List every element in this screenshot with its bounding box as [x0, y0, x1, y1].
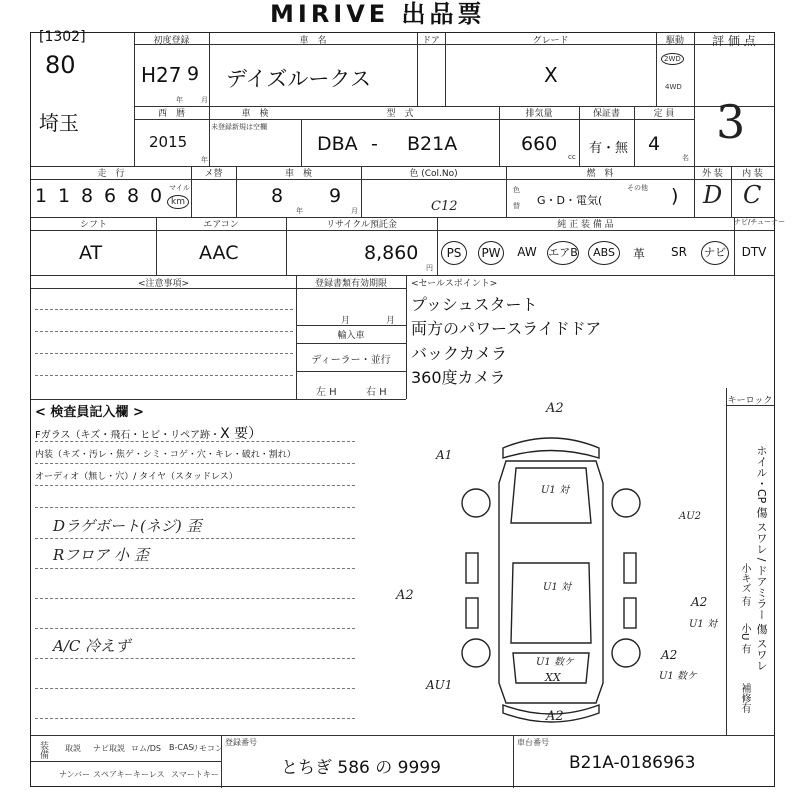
mark-left-bottom: AU1 [426, 678, 453, 692]
label-first-reg: 初度登録 [153, 36, 190, 46]
equipment-ps: PS [441, 241, 467, 265]
model-year-unit: 年 [201, 156, 208, 164]
door-right-front [624, 553, 636, 583]
mark-right-rear: A2 [691, 595, 708, 609]
mileage-digit: 1 [35, 185, 48, 207]
equipment-pw: PW [478, 241, 504, 265]
label-drive: 駆動 [665, 36, 684, 46]
label-color: 色 (Col.No) [409, 169, 458, 179]
displacement: 660 [521, 133, 558, 155]
label-inspection-expiry: 車 検 [284, 169, 312, 179]
footer-option: スマートキー [171, 770, 219, 779]
footer-option: ロム/DS [131, 744, 161, 753]
label-meter-swap: メ替 [204, 169, 223, 179]
car-name: デイズルークス [226, 67, 372, 91]
recycle-value: 8,860 [364, 242, 419, 264]
sales-point: 両方のパワースライドドア [411, 319, 602, 338]
label-navi: ナビ/チューナー [734, 218, 786, 226]
side-panel-wheel: ホイル・CP 傷 スワレ / ドアミラー 傷 スワレ [755, 445, 768, 671]
label-displacement: 排気量 [525, 109, 553, 119]
drive-2wd: 2WD [661, 53, 684, 65]
reg-expiry-month2: 月 [386, 316, 396, 326]
footer-option: スペアキー [93, 770, 133, 779]
ext-grade: D [703, 181, 723, 209]
label-recycle: リサイクル預託金 [326, 220, 397, 230]
equipment-leather: 革 [632, 247, 645, 261]
label-equipment: 純 正 装 備 品 [557, 220, 614, 230]
mark-right-bottom: A2 [661, 648, 678, 662]
first-reg-era: H27 [141, 63, 182, 87]
mark-front-upper: U1 対 [541, 485, 569, 496]
capacity-unit: 名 [682, 154, 689, 162]
capacity: 4 [648, 133, 661, 155]
label-reg-expiry: 登録書類有効期限 [314, 279, 387, 289]
lot-number: [1302] [39, 29, 86, 45]
mileage-digit: 0 [150, 185, 163, 207]
footer-option: ナビ取説 [93, 744, 125, 753]
footer-option: リモコン [191, 744, 223, 753]
label-car-name: 車 名 [299, 36, 327, 46]
door-left-rear [466, 598, 478, 628]
sales-point: バックカメラ [411, 344, 508, 363]
inspector-note: Rフロア 小 歪 [53, 546, 149, 564]
vehicle-diagram [431, 413, 671, 733]
label-import-year: 輸入車 [337, 331, 365, 341]
drive-4wd: 4WD [665, 83, 682, 91]
model-prefix: DBA [317, 133, 358, 155]
grade: X [544, 63, 558, 87]
mileage-digit: 1 [58, 185, 71, 207]
mileage-digit: 6 [104, 185, 117, 207]
reg-expiry-month: 月 [341, 316, 351, 326]
inspector-interior: 内装（キズ・汚レ・焦ゲ・シミ・コゲ・穴・キレ・破れ・割れ） [35, 450, 296, 460]
inspection-month: 9 [329, 185, 342, 207]
label-door: ドア [422, 36, 440, 46]
label-vehicle-inspection: 車 検 [241, 109, 269, 119]
label-shift: シフト [79, 220, 107, 230]
sales-point: プッシュスタート [411, 295, 538, 314]
shift-value: AT [79, 242, 103, 264]
auction-sheet [30, 29, 786, 787]
wheel-rear-right [612, 639, 640, 667]
footer-option: ナンバー [59, 770, 91, 779]
inspection-month-unit: 月 [351, 207, 358, 215]
roof [511, 563, 591, 643]
label-fuel: 燃 料 [586, 169, 614, 179]
fuel-sub: その他 [627, 184, 648, 192]
label-chassis: 車台番号 [517, 738, 549, 747]
footer-option: B-CAS [169, 743, 194, 752]
mark-bottom: A2 [546, 709, 564, 724]
inspector-note: A/C 冷えず [53, 637, 131, 655]
label-grade: グレード [532, 36, 569, 46]
form-title: MIRIVE 出品票 [270, 0, 486, 28]
lot-region: 埼玉 [39, 111, 79, 135]
mark-left-mid: A2 [396, 588, 414, 603]
mark-xx: XX [545, 671, 561, 684]
label-body-color: 色 [513, 186, 520, 194]
equipment-sr: SR [671, 245, 687, 259]
mileage-unit-km: km [167, 195, 189, 209]
inspection-year-unit: 年 [296, 207, 303, 215]
mark-rear-center: U1 数ケ [536, 657, 574, 668]
equipment-aw: AW [517, 245, 537, 259]
fuel-value: G・D・電気( [537, 194, 603, 207]
inspector-glass-text: Fガラス（キズ・飛石・ヒビ・リペア跡・ [35, 430, 221, 441]
door-right-rear [624, 598, 636, 628]
mileage-digit: 8 [81, 185, 94, 207]
front-bumper [503, 438, 599, 458]
mark-right-bottom2: U1 数ケ [659, 671, 697, 682]
int-grade: C [743, 181, 762, 209]
inspector-glass-mark: X 要） [220, 426, 263, 442]
label-capacity: 定 員 [653, 109, 675, 119]
mileage-unit-mile: マイル [169, 184, 190, 192]
first-reg-year-unit: 年 [176, 96, 183, 104]
equipment-abs: ABS [588, 241, 620, 265]
fuel-close: ) [671, 185, 679, 207]
inspector-glass [35, 423, 262, 443]
wheel-front-left [462, 489, 490, 517]
label-interior-color: 替 [513, 202, 520, 210]
mark-right-rear2: U1 対 [689, 619, 717, 630]
chassis-number: B21A-0186963 [569, 753, 696, 773]
mark-right-upper: AU2 [679, 511, 702, 522]
label-inspector: < 検査員記入欄 > [35, 405, 144, 420]
lot-code: 80 [45, 51, 76, 79]
aircon-value: AAC [199, 242, 239, 264]
model-code: B21A [407, 133, 458, 155]
warranty-value: 有・無 [589, 141, 629, 156]
equipment-airbag: エアB [547, 241, 579, 265]
label-sales-points: <セールスポイント> [411, 279, 498, 289]
first-reg-month: 9 [187, 63, 200, 85]
first-reg-month-unit: 月 [201, 96, 208, 104]
label-left-h: 左 H [316, 387, 337, 398]
equipment-dtv: DTV [741, 245, 767, 259]
wheel-rear-left [462, 639, 490, 667]
side-panel-repair: 補修有 [739, 683, 750, 713]
label-keylock: キーロック [727, 396, 773, 406]
model-year: 2015 [149, 133, 188, 151]
label-plate: 登録番号 [225, 738, 257, 747]
label-model-type: 型 式 [386, 109, 414, 119]
label-aircon: エアコン [203, 220, 239, 230]
label-right-h: 右 H [366, 387, 387, 398]
score-value: 3 [716, 95, 746, 149]
equipment-navi: ナビ [701, 241, 729, 265]
label-options: 装備 [38, 741, 48, 759]
side-panel-small: 小キズ 有 [739, 563, 750, 607]
mark-center: U1 対 [543, 582, 571, 593]
label-int: 内 装 [742, 169, 763, 179]
displacement-unit: cc [568, 153, 576, 161]
label-notes: <注意事項> [137, 279, 190, 289]
mark-front-top: A2 [546, 401, 564, 416]
inspector-audio: オーディオ（無し・穴）/ タイヤ（スタッドレス） [35, 472, 238, 482]
label-warranty: 保証書 [592, 109, 620, 119]
label-mileage: 走 行 [97, 169, 125, 179]
door-left-front [466, 553, 478, 583]
footer-option: 取説 [65, 744, 81, 753]
inspection-year: 8 [271, 185, 284, 207]
label-score: 評 価 点 [712, 34, 756, 48]
recycle-unit: 円 [426, 264, 433, 272]
mileage-digit: 8 [127, 185, 140, 207]
side-panel-small2: 小U 有 [739, 623, 750, 654]
sales-point: 360度カメラ [411, 368, 506, 387]
wheel-front-right [612, 489, 640, 517]
label-vehicle-inspection-note: 未登録新規は空欄 [211, 123, 267, 131]
label-ext: 外 装 [702, 169, 723, 179]
color-code: C12 [431, 199, 458, 214]
label-model-year: 西 暦 [157, 109, 185, 119]
mark-front-left: A1 [436, 448, 453, 462]
plate-number: とちぎ 586 の 9999 [281, 758, 441, 778]
inspector-note: Dラゲボート(ネジ) 歪 [53, 517, 202, 535]
model-dash: - [371, 133, 378, 155]
footer-option: キーレス [133, 770, 165, 779]
label-dealer: ディーラー・並行 [311, 355, 391, 366]
